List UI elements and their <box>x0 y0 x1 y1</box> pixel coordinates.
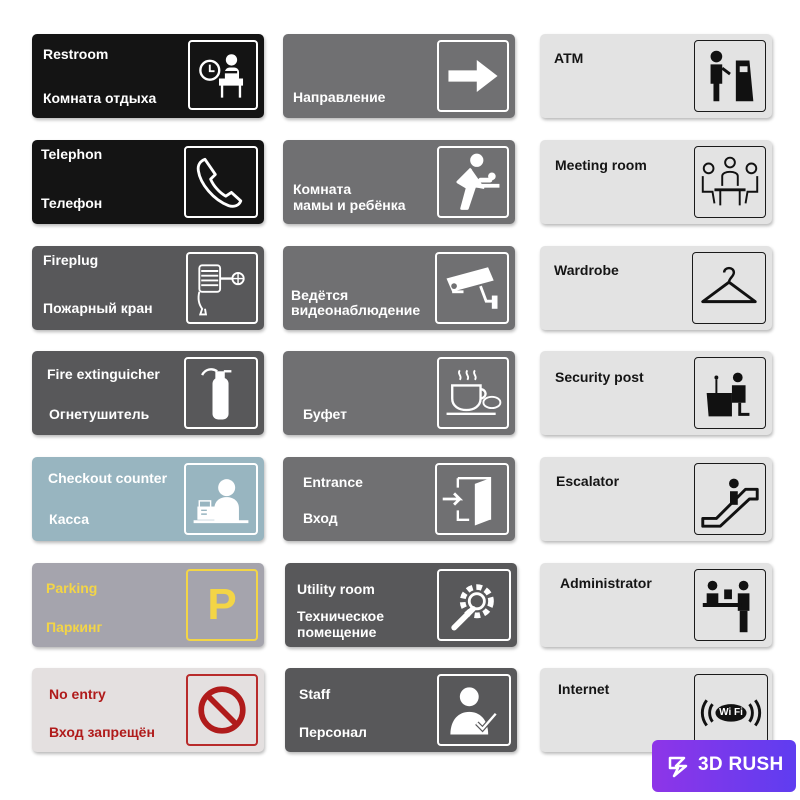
logo-text: 3D RUSH <box>698 754 784 775</box>
sign-title-ru: Персонал <box>299 724 367 740</box>
sign-title-ru-line1: Техническое <box>297 608 384 624</box>
gear-wrench-icon <box>437 569 511 641</box>
cctv-camera-icon <box>435 252 509 324</box>
wifi-icon <box>694 674 768 746</box>
sign-title-ru: Огнетушитель <box>49 406 150 422</box>
escalator-icon <box>694 463 766 535</box>
3d-rush-logo <box>652 740 796 792</box>
sign-wardrobe <box>540 246 772 330</box>
atm-icon <box>694 40 766 112</box>
arrow-right-icon <box>437 40 509 112</box>
sign-buffet <box>283 351 515 435</box>
fire-extinguisher-icon <box>184 357 258 429</box>
sign-title-ru-line2: помещение <box>297 624 377 640</box>
sign-title-ru: Буфет <box>303 406 348 422</box>
sign-title-ru: Вход <box>303 510 338 526</box>
rest-room-icon <box>188 40 258 110</box>
sign-utility-room <box>285 563 517 647</box>
sign-title-ru: Пожарный кран <box>43 300 153 316</box>
sign-title-en: Checkout counter <box>48 470 168 486</box>
sign-title-ru-line1: Ведётся <box>291 287 349 303</box>
sign-title-ru: Телефон <box>41 195 103 211</box>
sign-title-en: No entry <box>49 686 106 702</box>
sign-title-en: Parking <box>46 580 98 596</box>
sign-restroom <box>32 34 264 118</box>
sign-title-en: Telephon <box>41 146 103 162</box>
sign-title-en: ATM <box>554 50 584 66</box>
sign-title-ru: Вход запрещён <box>49 724 155 740</box>
meeting-room-icon <box>694 146 766 218</box>
sign-title-ru: Касса <box>49 511 90 527</box>
sign-title-ru: Комната отдыха <box>43 90 157 106</box>
security-post-icon <box>694 357 766 429</box>
sign-title-ru: Паркинг <box>46 619 103 635</box>
sign-title-en: Fireplug <box>43 252 99 268</box>
sign-meeting-room <box>540 140 772 224</box>
no-entry-icon <box>186 674 258 746</box>
coffee-cup-icon <box>437 357 509 429</box>
sign-title-en: Security post <box>555 369 644 385</box>
administrator-desk-icon <box>694 569 766 641</box>
sign-title-en: Meeting room <box>555 157 647 173</box>
sign-title-en: Fire extinguicher <box>47 366 160 382</box>
cashier-icon <box>184 463 258 535</box>
sign-title-en: Internet <box>558 681 610 697</box>
sign-fireplug <box>32 246 264 330</box>
entrance-door-icon <box>435 463 509 535</box>
sign-title-en: Escalator <box>556 473 620 489</box>
wifi-icon-text: Wi Fi <box>719 707 743 718</box>
sign-entrance <box>283 457 515 541</box>
sign-title-ru: Направление <box>293 89 386 105</box>
sign-title-ru-line1: Комната <box>293 181 352 197</box>
sign-title-en: Restroom <box>43 46 109 62</box>
sign-checkout-counter <box>32 457 264 541</box>
sign-mother-and-child <box>283 140 515 224</box>
sign-title-en: Wardrobe <box>554 262 619 278</box>
sign-title-ru-line2: видеонаблюдение <box>291 302 421 318</box>
sign-title-en: Staff <box>299 686 331 702</box>
sign-security-post <box>540 351 772 435</box>
telephone-icon <box>184 146 258 218</box>
sign-administrator <box>540 563 772 647</box>
sign-escalator <box>540 457 772 541</box>
hanger-icon <box>692 252 766 324</box>
parking-icon-letter: P <box>207 580 237 629</box>
sign-title-en: Utility room <box>297 581 375 597</box>
sign-atm <box>540 34 772 118</box>
sign-direction <box>283 34 515 118</box>
baby-changing-icon <box>437 146 509 218</box>
sign-no-entry <box>32 668 264 752</box>
sign-title-ru-line2: мамы и ребёнка <box>293 197 406 213</box>
sign-cctv <box>283 246 515 330</box>
sign-title-en: Administrator <box>560 575 652 591</box>
staff-person-icon <box>437 674 511 746</box>
parking-icon <box>186 569 258 641</box>
fire-hose-icon <box>186 252 258 324</box>
sign-telephone <box>32 140 264 224</box>
sign-staff <box>285 668 517 752</box>
sign-fire-extinguisher <box>32 351 264 435</box>
rush-swoosh-icon <box>666 752 694 780</box>
sign-title-en: Entrance <box>303 474 363 490</box>
sign-parking <box>32 563 264 647</box>
